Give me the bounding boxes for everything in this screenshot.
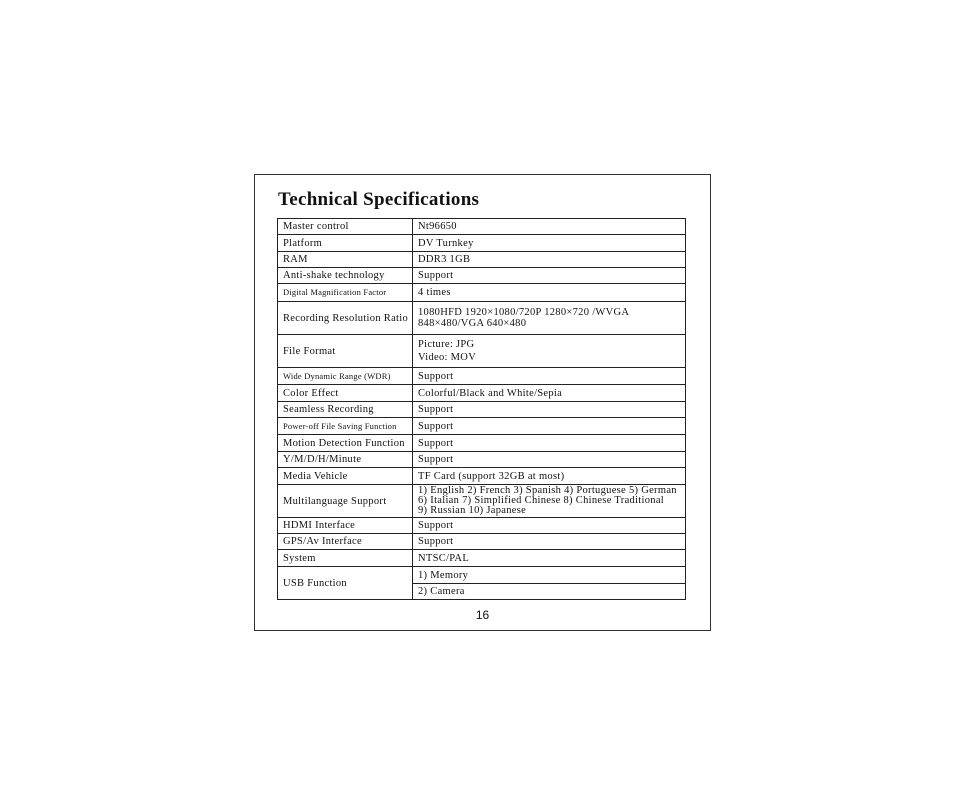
spec-label-media-vehicle: Media Vehicle <box>278 468 413 485</box>
spec-value-usb-memory: 1) Memory <box>413 567 686 584</box>
value-line: 1080HFD 1920×1080/720P 1280×720 /WVGA <box>418 307 630 318</box>
table-row <box>278 418 686 435</box>
spec-value-date-time: Support <box>413 452 686 468</box>
specifications-table <box>277 218 686 600</box>
table-row <box>278 518 686 534</box>
table-row <box>278 468 686 485</box>
spec-value-gps-av: Support <box>413 534 686 550</box>
spec-value-usb-camera: 2) Camera <box>413 584 686 600</box>
spec-label-platform: Platform <box>278 235 413 252</box>
value-line: Picture: JPG <box>418 339 475 350</box>
value-line: 9) Russian 10) Japanese <box>418 505 527 516</box>
spec-label-hdmi: HDMI Interface <box>278 518 413 534</box>
spec-label-multilanguage: Multilanguage Support <box>278 485 413 518</box>
table-row <box>278 385 686 402</box>
table-row <box>278 402 686 418</box>
table-row <box>278 435 686 452</box>
spec-label-power-off-saving: Power-off File Saving Function <box>278 418 413 435</box>
spec-label-digital-magnification: Digital Magnification Factor <box>278 284 413 302</box>
spec-label-seamless-recording: Seamless Recording <box>278 402 413 418</box>
spec-label-ram: RAM <box>278 252 413 268</box>
spec-label-system: System <box>278 550 413 567</box>
spec-value-recording-resolution <box>413 302 686 335</box>
spec-label-anti-shake: Anti-shake technology <box>278 268 413 284</box>
spec-value-platform: DV Turnkey <box>413 235 686 252</box>
page-title: Technical Specifications <box>278 189 480 210</box>
spec-label-master-control: Master control <box>278 219 413 235</box>
spec-value-media-vehicle: TF Card (support 32GB at most) <box>413 468 686 485</box>
value-line: Video: MOV <box>418 352 477 363</box>
spec-label-recording-resolution: Recording Resolution Ratio <box>278 302 413 335</box>
value-line: 6) Italian 7) Simplified Chinese 8) Chinese Traditional <box>418 495 665 506</box>
spec-value-seamless-recording: Support <box>413 402 686 418</box>
table-row <box>278 235 686 252</box>
table-row <box>278 567 686 584</box>
spec-value-file-format <box>413 335 686 368</box>
table-row <box>278 252 686 268</box>
spec-value-master-control: Nt96650 <box>413 219 686 235</box>
value-line: 848×480/VGA 640×480 <box>418 318 527 329</box>
value-line: 1) English 2) French 3) Spanish 4) Portuguese 5) German <box>418 485 677 496</box>
spec-label-motion-detection: Motion Detection Function <box>278 435 413 452</box>
page-number: 16 <box>475 608 490 622</box>
spec-label-date-time: Y/M/D/H/Minute <box>278 452 413 468</box>
table-row <box>278 534 686 550</box>
table-row <box>278 485 686 518</box>
spec-value-multilanguage <box>413 485 686 518</box>
table-row <box>278 368 686 385</box>
table-row <box>278 452 686 468</box>
table-row <box>278 550 686 567</box>
spec-value-anti-shake: Support <box>413 268 686 284</box>
spec-value-wdr: Support <box>413 368 686 385</box>
spec-label-file-format: File Format <box>278 335 413 368</box>
table-row <box>278 284 686 302</box>
spec-label-color-effect: Color Effect <box>278 385 413 402</box>
spec-value-power-off-saving: Support <box>413 418 686 435</box>
table-row <box>278 219 686 235</box>
spec-label-usb-function: USB Function <box>278 567 413 600</box>
spec-value-motion-detection: Support <box>413 435 686 452</box>
spec-value-digital-magnification: 4 times <box>413 284 686 302</box>
spec-value-color-effect: Colorful/Black and White/Sepia <box>413 385 686 402</box>
spec-value-hdmi: Support <box>413 518 686 534</box>
spec-value-ram: DDR3 1GB <box>413 252 686 268</box>
spec-label-wdr: Wide Dynamic Range (WDR) <box>278 368 413 385</box>
spec-label-gps-av: GPS/Av Interface <box>278 534 413 550</box>
manual-page <box>254 174 711 631</box>
table-row <box>278 302 686 335</box>
table-row <box>278 335 686 368</box>
table-row <box>278 268 686 284</box>
spec-value-system: NTSC/PAL <box>413 550 686 567</box>
